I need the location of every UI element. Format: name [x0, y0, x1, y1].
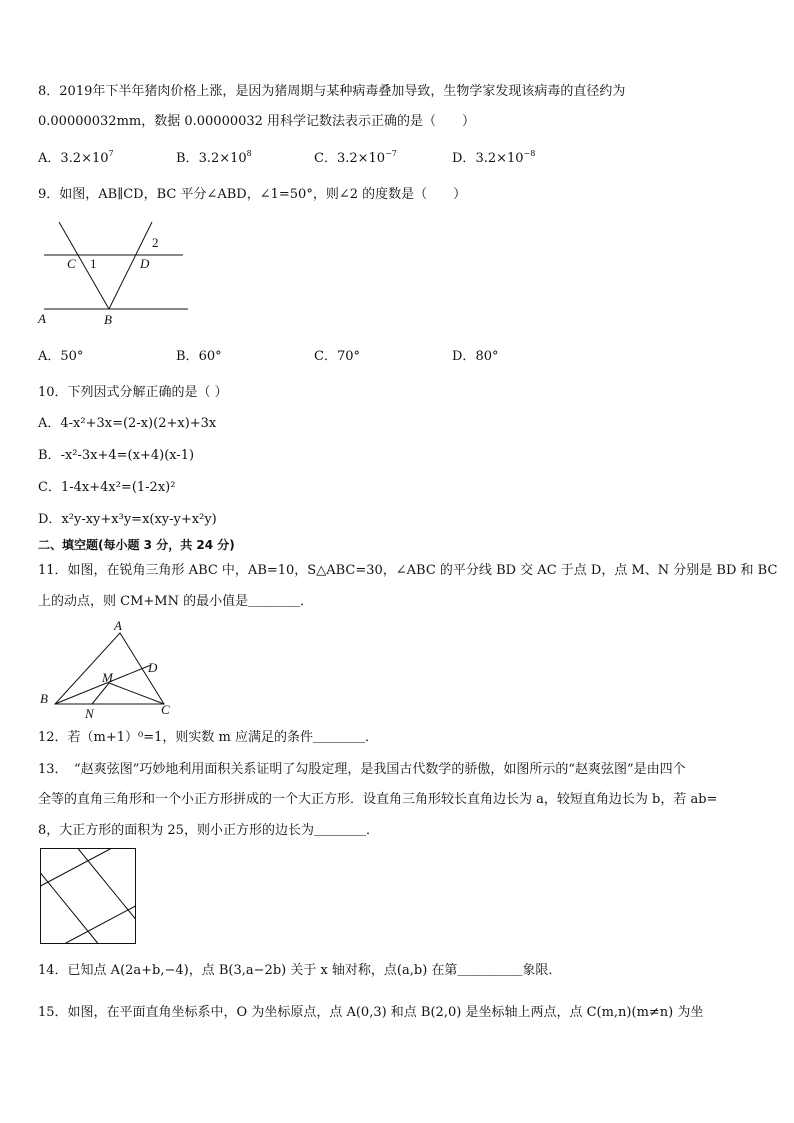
q9-question: 9．如图，AB∥CD，BC 平分∠ABD，∠1=50°，则∠2 的度数是（ ） [38, 187, 467, 202]
q10-option-b: B．-x²-3x+4=(x+4)(x-1) [38, 448, 195, 463]
q9-option-a: A．50° [38, 349, 84, 364]
q8-option-c: C．$3.2\times 10^{-7}$ [314, 149, 397, 166]
q9-label-a: A [38, 311, 46, 326]
q11-label-n: N [85, 706, 94, 721]
q10-option-a: A．4-x²+3x=(2-x)(2+x)+3x [38, 416, 217, 431]
q11-label-b: B [40, 691, 48, 706]
q11-label-a: A [114, 618, 122, 633]
q8-line1: 8．2019年下半年猪肉价格上涨，是因为猪周期与某种病毒叠加导致，生物学家发现该病毒的直径约为 [38, 84, 626, 99]
q9-option-d: D．80° [452, 349, 499, 364]
q9-option-c: C．70° [314, 349, 360, 364]
q9-figure [36, 216, 196, 331]
q13-line3: 8，大正方形的面积为 25，则小正方形的边长为＿＿＿＿． [38, 823, 379, 838]
q11-line2: 上的动点，则 CM+MN 的最小值是＿＿＿＿． [38, 594, 314, 609]
q13-line1: 13． “赵爽弦图”巧妙地利用面积关系证明了勾股定理，是我国古代数学的骄傲，如图所示的“赵爽弦图”是由四个 [38, 762, 686, 777]
q10-question: 10．下列因式分解正确的是（ ） [38, 385, 228, 400]
q10-option-d: D．x²y-xy+x³y=x(xy-y+x²y) [38, 512, 217, 527]
q8-line2: 0.00000032mm，数据 0.00000032 用科学记数法表示正确的是（ ） [38, 114, 476, 129]
q8-option-b: B．$3.2\times 10^8$ [176, 149, 252, 166]
section-heading-fill-in: 二、填空题(每小题 3 分，共 24 分) [38, 538, 235, 552]
q14-question: 14．已知点 A(2a+b,−4)，点 B(3,a−2b) 关于 x 轴对称，点(a,b) 在第＿＿＿＿＿象限． [38, 963, 562, 978]
q13-line2: 全等的直角三角形和一个小正方形拼成的一个大正方形．设直角三角形较长直角边长为 a，较短直角边长为 b，若 ab= [38, 792, 718, 807]
q11-line1: 11．如图，在锐角三角形 ABC 中，AB=10，S△ABC=30，∠ABC 的平分线 BD 交 AC 于点 D，点 M、N 分别是 BD 和 BC [38, 563, 778, 578]
q9-option-b: B．60° [176, 349, 222, 364]
q15-question: 15．如图，在平面直角坐标系中，O 为坐标原点，点 A(0,3) 和点 B(2,0) 是坐标轴上两点，点 C(m,n)(m≠n) 为坐 [38, 1005, 704, 1020]
q11-label-d: D [148, 660, 158, 675]
q9-label-angle-1: 1 [90, 256, 97, 271]
q9-label-d: D [140, 256, 150, 271]
q9-label-angle-2: 2 [152, 235, 159, 250]
q11-label-m: M [102, 670, 113, 685]
q12-question: 12．若（m+1）⁰=1，则实数 m 应满足的条件＿＿＿＿． [38, 730, 378, 745]
q13-zhao-shuang-figure [40, 848, 140, 948]
q8-option-a: A．$3.2\times 10^7$ [38, 149, 114, 166]
q9-label-c: C [67, 256, 76, 271]
q11-figure [36, 616, 186, 721]
q10-option-c: C．1-4x+4x²=(1-2x)² [38, 480, 176, 495]
q8-option-d: D．$3.2\times 10^{-8}$ [452, 149, 536, 166]
q11-label-c: C [161, 702, 170, 717]
q9-label-b: B [104, 312, 112, 327]
